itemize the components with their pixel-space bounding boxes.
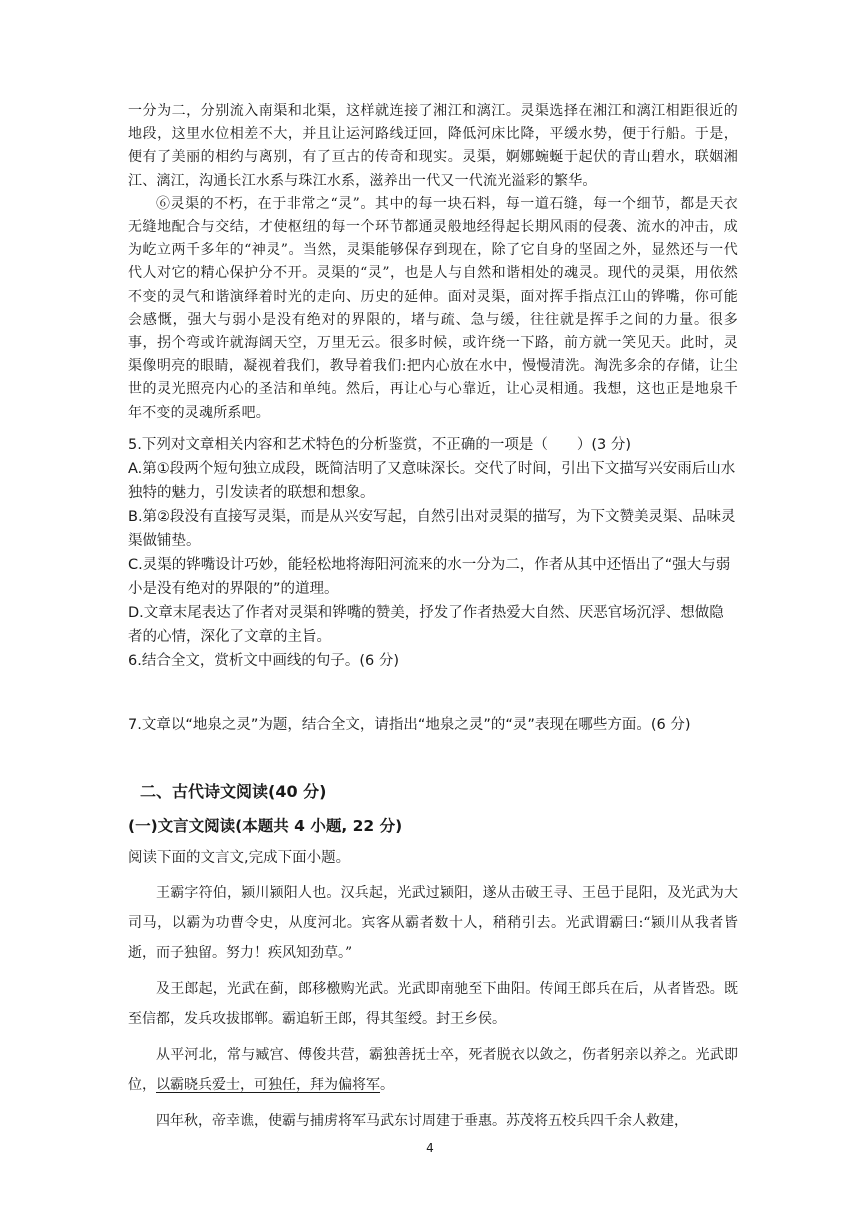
classical-paragraph-4: 四年秋，帝幸谯，使霸与捕虏将军马武东讨周建于垂惠。苏茂将五校兵四千余人救建， — [156, 1112, 688, 1129]
classical-paragraph-3 — [128, 1040, 738, 1100]
section-heading: 二、古代诗文阅读(40 分) — [140, 781, 327, 801]
classical-paragraph-3-end: 。 — [380, 1076, 394, 1093]
classical-paragraph-2: 及王郎起，光武在蓟，郎移檄购光武。光武即南驰至下曲阳。传闻王郎兵在后，从者皆恐。既至信都，发兵攻拔邯郸。霸追斩王郎，得其玺绶。封王乡侯。 — [128, 980, 738, 1027]
passage-paragraph-6: ⑥灵渠的不朽，在于非常之“灵”。其中的每一块石料，每一道石缝，每一个细节，都是天衣无缝地配合与交结，才使枢纽的每一个环节都通灵般地经得起长期风雨的侵袭、流水的冲击，成为屹立两千多年的“神灵”。当然，灵渠能够保存到现在，除了它自身的坚固之外，显然还与一代代人对它的精心保护分不开。灵渠的“灵”，也是人与自然和谐相处的魂灵。现代的灵渠，用依然不变的灵气和谐演绎着时光的走向、历史的延伸。面对灵渠，面对挥手指点江山的铧嘴，你可能会感慨，强大与弱小是没有绝对的界限的，堵与疏、急与缓，往往就是挥手之间的力量。很多事，拐个弯或许就海阔天空，万里无云。很多时候，或许绕一下路，前方就一笑见天。此时，灵渠像明亮的眼睛，凝视着我们，教导着我们:把内心放在水中，慢慢清洗。淘洗多余的存储，让尘世的灵光照亮内心的圣洁和单纯。然后，再让心与心靠近，让心灵相通。我想，这也正是地泉千年不变的灵魂所系吧。 — [128, 195, 738, 421]
question-6: 6.结合全文，赏析文中画线的句子。(6 分) — [128, 652, 399, 669]
question-5-option-a: A.第①段两个短句独立成段，既简洁明了又意味深长。交代了时间，引出下文描写兴安雨后山水独特的魅力，引发读者的联想和想象。 — [128, 460, 736, 501]
page-number: 4 — [426, 1141, 434, 1155]
classical-paragraph-3-text: 从平河北，常与臧宫、傅俊共营，霸独善抚士卒，死者脱衣以敛之，伤者躬亲以养之。光武即位， — [128, 1046, 738, 1093]
question-7: 7.文章以“地泉之灵”为题，结合全文，请指出“地泉之灵”的“灵”表现在哪些方面。(6 分) — [128, 716, 691, 733]
question-5: 5.下列对文章相关内容和艺术特色的分析鉴赏，不正确的一项是（ ）(3 分) — [128, 436, 631, 453]
underlined-sentence: 以霸晓兵爱士，可独任，拜为偏将军 — [156, 1076, 380, 1093]
question-5-option-b: B.第②段没有直接写灵渠，而是从兴安写起，自然引出对灵渠的描写，为下文赞美灵渠、品味灵渠做铺垫。 — [128, 508, 736, 549]
page-content — [128, 100, 738, 1136]
question-5-option-d: D.文章末尾表达了作者对灵渠和铧嘴的赞美，抒发了作者热爱大自然、厌恶官场沉浮、想做隐者的心情，深化了文章的主旨。 — [128, 604, 724, 645]
passage-paragraph-continued: 一分为二，分别流入南渠和北渠，这样就连接了湘江和漓江。灵渠选择在湘江和漓江相距很近的地段，这里水位相差不大，并且让运河路线迂回，降低河床比降，平缓水势，便于行船。于是，便有了美丽的相约与离别，有了亘古的传奇和现实。灵渠，婀娜蜿蜒于起伏的青山碧水，联姻湘江、漓江，沟通长江水系与珠江水系，滋养出一代又一代流光溢彩的繁华。 — [128, 103, 738, 189]
question-5-option-c: C.灵渠的铧嘴设计巧妙，能轻松地将海阳河流来的水一分为二，作者从其中还悟出了“强大与弱小是没有绝对的界限的”的道理。 — [128, 556, 731, 597]
subsection-heading: (一)文言文阅读(本题共 4 小题, 22 分) — [128, 816, 403, 835]
classical-paragraph-1: 王霸字符伯，颍川颍阳人也。汉兵起，光武过颍阳，遂从击破王寻、王邑于昆阳，及光武为大司马，以霸为功曹令史，从度河北。宾客从霸者数十人，稍稍引去。光武谓霸曰:“颍川从我者皆逝，而子独留。努力！疾风知劲草。” — [128, 884, 738, 961]
reading-instruction: 阅读下面的文言文,完成下面小题。 — [128, 849, 351, 866]
